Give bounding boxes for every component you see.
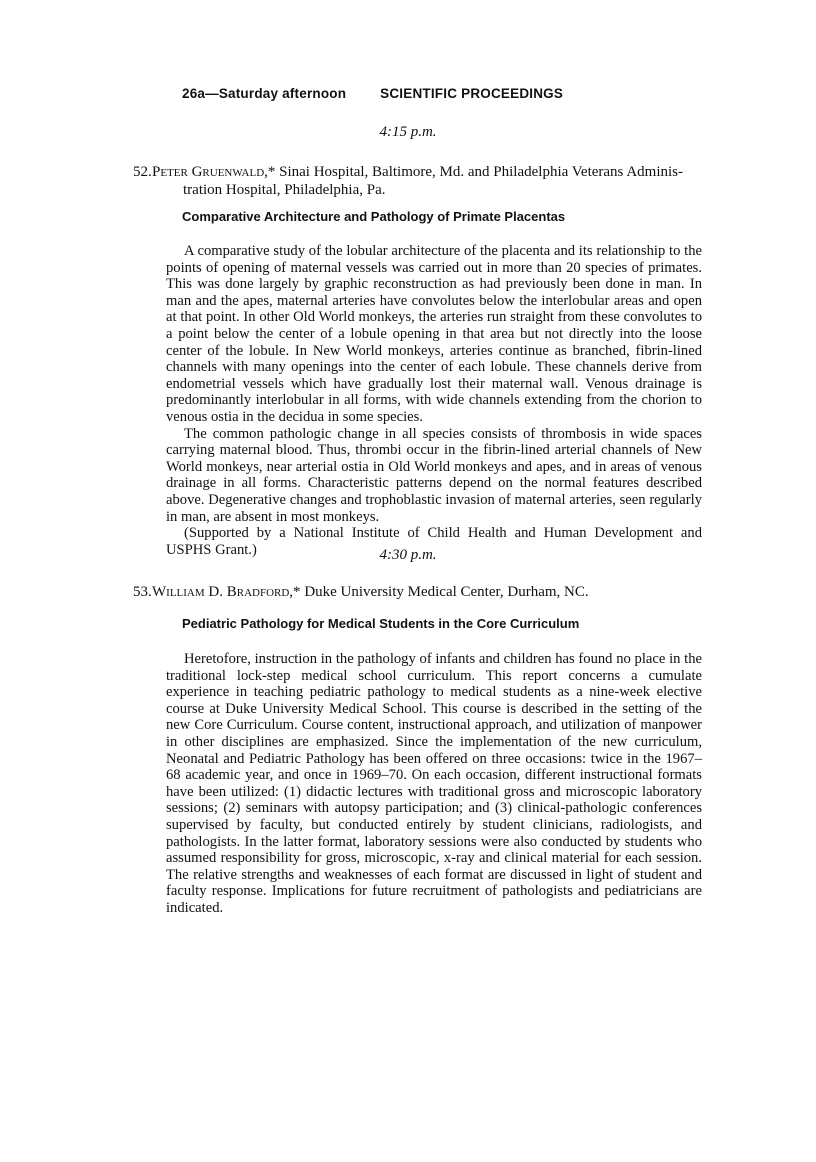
abstract-paragraph: The common pathologic change in all species consists of thrombosis in wide spaces carrying maternal blood. Thus, thrombi occur in the fibrin-lined arterial channels of New World monkeys, near arterial ostia in Old World monkeys and apes, and in areas of venous drainage in all forms. Characteristic patterns depend on the normal features described above. Degenerative changes and trophoblastic invasion of maternal arteries, seen regularly in man, are absent in most monkeys.: [166, 425, 702, 525]
author-name: Peter Gruenwald,*: [152, 164, 276, 180]
abstract-header: [133, 163, 703, 199]
page-folio: 26a—Saturday afternoon: [182, 86, 347, 101]
abstract-body: [166, 243, 702, 558]
affiliation-line-2: tration Hospital, Philadelphia, Pa.: [183, 182, 386, 198]
section-title: SCIENTIFIC PROCEEDINGS: [380, 86, 564, 101]
abstract-header: [133, 583, 703, 601]
author-name: William D. Bradford,*: [152, 584, 301, 600]
abstract-number: 53.: [133, 584, 152, 600]
abstract-paragraph: Heretofore, instruction in the pathology of infants and children has found no place in the traditional lock-step medical school curriculum. This report concerns a cumulate experience in teaching pediatric pathology to medical students as a nine-week elective course at Duke University Medical School. This course is described in the setting of the new Core Curriculum. Course content, instructional approach, and utilization of manpower in other disciplines are emphasized. Since the implementation of the new curriculum, Neonatal and Pediatric Pathology has been offered on three occasions: twice in the 1967–68 academic year, and once in 1969–70. On each occasion, different instructional formats have been utilized: (1) didactic lectures with traditional gross and microscopic laboratory sessions; (2) seminars with autopsy participation; and (3) clinical-pathologic conferences supervised by faculty, but conducted entirely by student clinicians, radiologists, and pathologists. In the latter format, laboratory sessions were also conducted by students who assumed responsibility for gross, microscopic, x-ray and clinical material for each session. The relative strengths and weaknesses of each format are discussed in light of student and faculty response. Implications for future recruitment of pathologists and pediatricians are indicated.: [166, 651, 702, 916]
running-head: [182, 86, 563, 101]
abstract-number: 52.: [133, 164, 152, 180]
abstract-title: Comparative Architecture and Pathology of Primate Placentas: [182, 209, 566, 224]
session-time: 4:30 p.m.: [379, 547, 437, 563]
session-time: 4:15 p.m.: [379, 124, 437, 140]
abstract-title: Pediatric Pathology for Medical Students in the Core Curriculum: [182, 616, 580, 631]
funding-note: (Supported by a National Institute of Child Health and Human Development and USPHS Grant.): [166, 525, 702, 558]
affiliation-line-1: Duke University Medical Center, Durham, NC.: [304, 584, 589, 600]
affiliation-line-1: Sinai Hospital, Baltimore, Md. and Philadelphia Veterans Adminis-: [279, 164, 683, 180]
abstract-body: [166, 651, 702, 917]
abstract-paragraph: A comparative study of the lobular architecture of the placenta and its relationship to the points of opening of maternal vessels was carried out in more than 20 species of primates. This was done largely by graphic reconstruction as had previously been done in man. In man and the apes, maternal arteries have convolutes below the interlobular areas and open at that point. In other Old World monkeys, the arteries run straight from these convolutes to a point below the center of a lobule opening in that area but not directly into the loose center of the lobule. In New World monkeys, arteries continue as branched, fibrin-lined channels with many openings into the center of each lobule. These channels derive from endometrial vessels which have gradually lost their maternal wall. Venous drainage is predominantly interlobular in all forms, with wide channels extending from the chorion to venous ostia in the decidua in some species.: [166, 243, 702, 425]
